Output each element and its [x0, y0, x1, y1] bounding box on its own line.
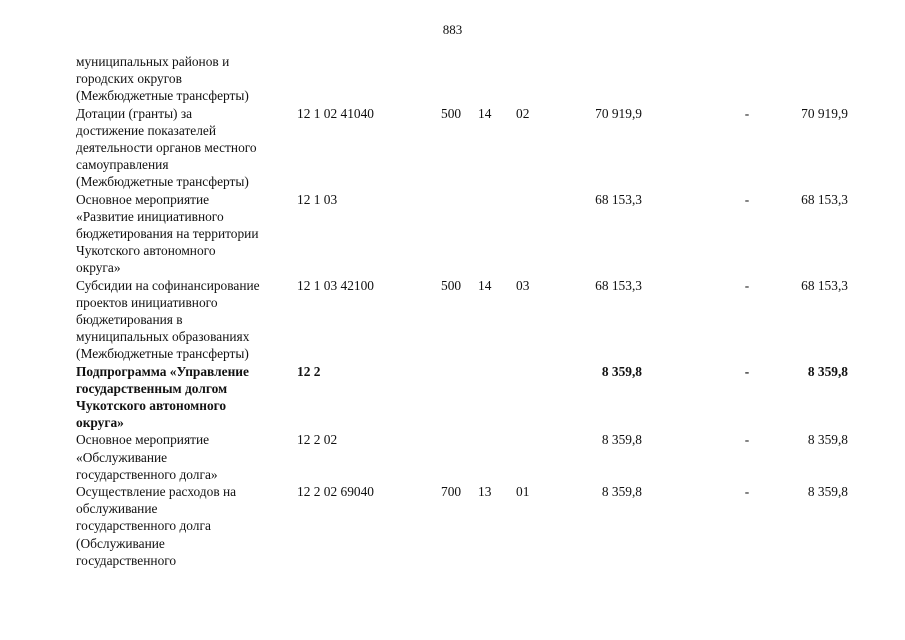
page-number: 883 — [442, 22, 463, 37]
row-amount-3: 68 153,3 — [801, 277, 848, 293]
row-expense-type: 500 — [441, 277, 462, 293]
row-name — [76, 53, 288, 105]
row-name-line: обслуживание — [76, 501, 158, 517]
row-expense-type: 500 — [441, 105, 462, 121]
row-name — [76, 277, 288, 363]
row-name — [76, 363, 288, 432]
row-amount-3: 8 359,8 — [807, 432, 848, 448]
row-amount-3: 8 359,8 — [807, 483, 848, 499]
row-name-line: Основное мероприятие — [76, 191, 210, 207]
row-amount-2: - — [744, 483, 750, 499]
row-subsection: 02 — [516, 105, 530, 121]
row-name-line: (Обслуживание — [76, 535, 165, 551]
budget-table — [0, 53, 905, 569]
row-name-line: «Обслуживание — [76, 449, 168, 465]
row-amount-1: 8 359,8 — [601, 483, 642, 499]
row-name-line: государственного — [76, 552, 177, 568]
table-row — [0, 53, 905, 105]
row-amount-2: - — [744, 105, 750, 121]
row-name-line: Подпрограмма «Управление — [76, 363, 249, 379]
row-amount-1: 68 153,3 — [595, 277, 642, 293]
table-row — [0, 431, 905, 483]
row-name-line: государственным долгом — [76, 380, 228, 396]
row-name — [76, 105, 288, 191]
row-expense-type: 700 — [441, 483, 462, 499]
row-amount-2: - — [744, 432, 750, 448]
row-name-line: муниципальных образованиях — [76, 329, 250, 345]
row-name-line: Субсидии на софинансирование — [76, 277, 260, 293]
row-name-line: государственного долга — [76, 518, 211, 534]
row-code: 12 2 — [297, 363, 321, 379]
row-name — [76, 431, 288, 483]
table-row — [0, 277, 905, 363]
row-name-line: деятельности органов местного — [76, 140, 257, 155]
row-amount-1: 68 153,3 — [595, 191, 642, 207]
row-amount-2: - — [744, 277, 750, 293]
row-name — [76, 483, 288, 569]
row-amount-1: 8 359,8 — [601, 363, 642, 379]
row-name-line: (Межбюджетные трансферты) — [76, 88, 249, 104]
row-name-line: государственного долга» — [76, 466, 218, 482]
row-name-line: муниципальных районов и — [76, 54, 230, 69]
row-name-line: «Развитие инициативного — [76, 208, 224, 224]
row-name — [76, 191, 288, 277]
table-row — [0, 191, 905, 277]
row-name-line: достижение показателей — [76, 122, 217, 138]
row-section: 14 — [478, 105, 492, 121]
row-name-line: Чукотского автономного — [76, 398, 227, 413]
table-row — [0, 105, 905, 191]
row-name-line: (Межбюджетные трансферты) — [76, 346, 249, 362]
row-amount-2: - — [744, 191, 750, 207]
row-code: 12 1 03 — [297, 191, 338, 207]
row-code: 12 1 02 41040 — [297, 105, 374, 121]
row-name-line: округа» — [76, 415, 124, 431]
row-name-line: Дотации (гранты) за — [76, 105, 193, 121]
row-amount-1: 8 359,8 — [601, 432, 642, 448]
row-amount-1: 70 919,9 — [595, 105, 642, 121]
row-name-line: городских округов — [76, 71, 182, 87]
row-section: 14 — [478, 277, 492, 293]
row-name-line: бюджетирования на территории — [76, 226, 259, 241]
row-name-line: Основное мероприятие — [76, 432, 210, 448]
row-code: 12 2 02 69040 — [297, 483, 374, 499]
table-row — [0, 363, 905, 432]
row-amount-3: 8 359,8 — [807, 363, 848, 379]
row-name-line: самоуправления — [76, 157, 169, 173]
row-amount-2: - — [744, 363, 750, 379]
row-code: 12 2 02 — [297, 432, 338, 448]
row-name-line: бюджетирования в — [76, 312, 183, 327]
row-code: 12 1 03 42100 — [297, 277, 374, 293]
row-amount-3: 68 153,3 — [801, 191, 848, 207]
row-amount-3: 70 919,9 — [801, 105, 848, 121]
row-name-line: (Межбюджетные трансферты) — [76, 174, 249, 190]
row-name-line: проектов инициативного — [76, 294, 218, 310]
row-name-line: Осуществление расходов на — [76, 483, 237, 499]
row-subsection: 03 — [516, 277, 530, 293]
row-section: 13 — [478, 483, 492, 499]
row-name-line: Чукотского автономного — [76, 243, 216, 259]
row-name-line: округа» — [76, 260, 121, 276]
table-row — [0, 483, 905, 569]
row-subsection: 01 — [516, 483, 530, 499]
